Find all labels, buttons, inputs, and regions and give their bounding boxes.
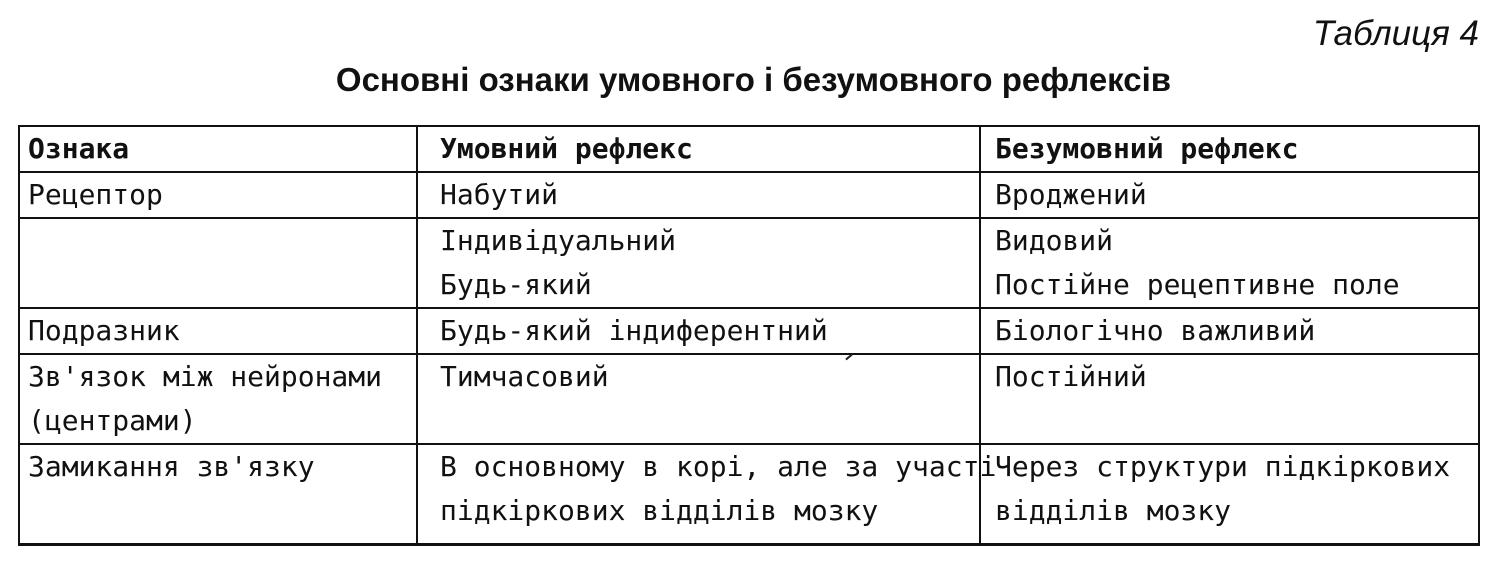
cell-text: Тимчасовий [440,360,609,393]
table-number: Таблиця 4 [1312,14,1479,53]
cell-text: Будь-який індиферентний [440,314,828,347]
feature-cell [19,354,417,444]
cell-text: відділів мозку [995,494,1232,527]
column-header-feature: Ознака [19,126,417,172]
cell-text: В основному в корі, але за участі [440,450,997,483]
cell-text: Набутий [440,178,559,211]
conditioned-cell [417,218,980,308]
unconditioned-cell [980,444,1479,545]
table-header-row [19,126,1479,172]
column-header-unconditioned-reflex: Безумовний рефлекс [980,126,1479,172]
table-row [19,218,1479,308]
reflex-comparison-table [18,125,1480,546]
cell-text: Вроджений [995,178,1147,211]
cell-text: Постійний [995,360,1147,393]
conditioned-cell [417,354,980,444]
cell-text: Зв'язок між нейронами [28,360,383,393]
cell-text: Біологічно важливий [995,314,1316,347]
cell-text: Будь-який [440,268,592,301]
cell-text: (центрами) [28,404,197,437]
table-row [19,172,1479,218]
cell-text: підкіркових відділів мозку [440,494,879,527]
conditioned-cell [417,444,997,545]
cell-text: Рецептор [28,178,163,211]
feature-cell [19,218,417,308]
conditioned-cell [417,172,980,218]
table-row [19,354,1479,444]
cell-text: Видовий [995,224,1114,257]
cell-text: Замикання зв'язку [28,450,315,483]
column-header-conditioned-reflex: Умовний рефлекс [417,126,980,172]
table-row [19,444,1479,545]
table-title: Основні ознаки умовного і безумовного рефлексів [335,61,1172,98]
cell-text: Індивідуальний [440,224,677,257]
feature-cell [19,444,417,545]
unconditioned-cell [980,354,1479,444]
table-row [19,308,1479,354]
unconditioned-cell [980,172,1479,218]
cell-text: Постійне рецептивне поле [995,268,1400,301]
feature-cell [19,172,417,218]
cell-text: Подразник [28,314,180,347]
unconditioned-cell [980,218,1479,308]
feature-cell [19,308,417,354]
cell-text: Через структури підкіркових [995,450,1451,483]
unconditioned-cell [980,308,1479,354]
conditioned-cell [417,308,980,354]
